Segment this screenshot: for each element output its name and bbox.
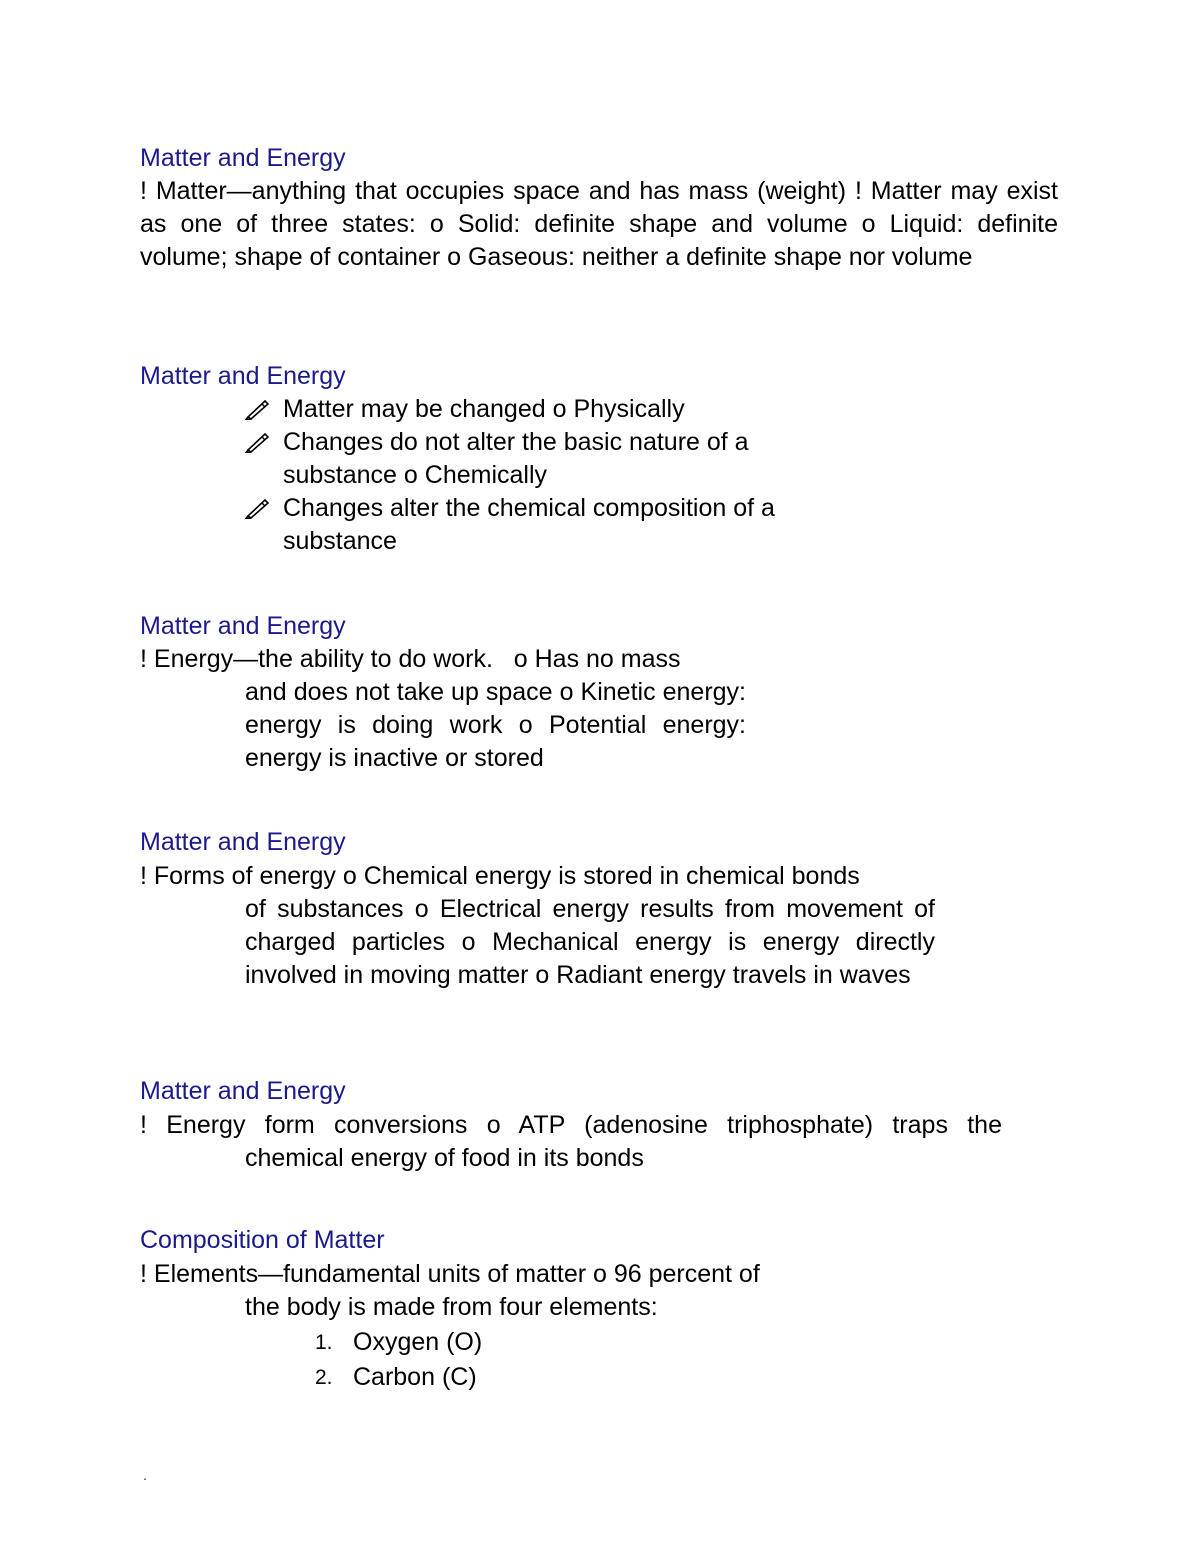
section-body: chemical energy of food in its bonds <box>245 1144 644 1172</box>
pencil-icon <box>245 497 271 519</box>
numbered-list <box>315 1325 482 1395</box>
section-lead: ! Forms of energy o Chemical energy is stored in chemical bonds <box>140 862 860 890</box>
bullet-list <box>245 393 835 558</box>
bullet-text: Matter may be changed o Physically <box>283 395 685 423</box>
list-text: Oxygen (O) <box>353 1328 483 1356</box>
section-heading: Matter and Energy <box>140 144 346 172</box>
section-body: of substances o Electrical energy results from movement of charged particles o Mechanical energy is energy directly involved in moving matter o Radiant energy travels in waves <box>245 895 935 989</box>
section-lead: ! Elements—fundamental units of matter o 96 percent of <box>140 1260 760 1288</box>
section-body: the body is made from four elements: <box>245 1293 658 1321</box>
list-item <box>245 426 835 492</box>
section-heading: Matter and Energy <box>140 362 346 390</box>
footer-mark: . <box>143 1467 147 1483</box>
section-lead: ! Energy—the ability to do work. o Has no mass <box>140 645 681 673</box>
list-item <box>245 393 835 426</box>
bullet-text: Changes alter the chemical composition of a substance <box>283 494 775 555</box>
pencil-icon <box>245 398 271 420</box>
section-body: ! Matter—anything that occupies space and has mass (weight) ! Matter may exist as one of three states: o Solid: definite shape and volume o Liquid: definite volume; shape of container o Gaseous: neither a definite shape nor volume <box>140 177 1058 271</box>
section-lead: ! Energy form conversions o ATP (adenosine triphosphate) traps the <box>140 1111 1002 1139</box>
list-marker: 1. <box>315 1331 333 1354</box>
section-heading: Matter and Energy <box>140 828 346 856</box>
section-body: and does not take up space o Kinetic energy: energy is doing work o Potential energy: energy is inactive or stored <box>245 678 746 772</box>
list-item <box>245 492 835 558</box>
list-text: Carbon (C) <box>353 1363 477 1391</box>
bullet-text: Changes do not alter the basic nature of a substance o Chemically <box>283 428 749 489</box>
list-item <box>315 1325 482 1360</box>
pencil-icon <box>245 431 271 453</box>
section-heading: Composition of Matter <box>140 1226 385 1254</box>
list-marker: 2. <box>315 1366 333 1389</box>
section-heading: Matter and Energy <box>140 1077 346 1105</box>
section-heading: Matter and Energy <box>140 612 346 640</box>
list-item <box>315 1360 482 1395</box>
